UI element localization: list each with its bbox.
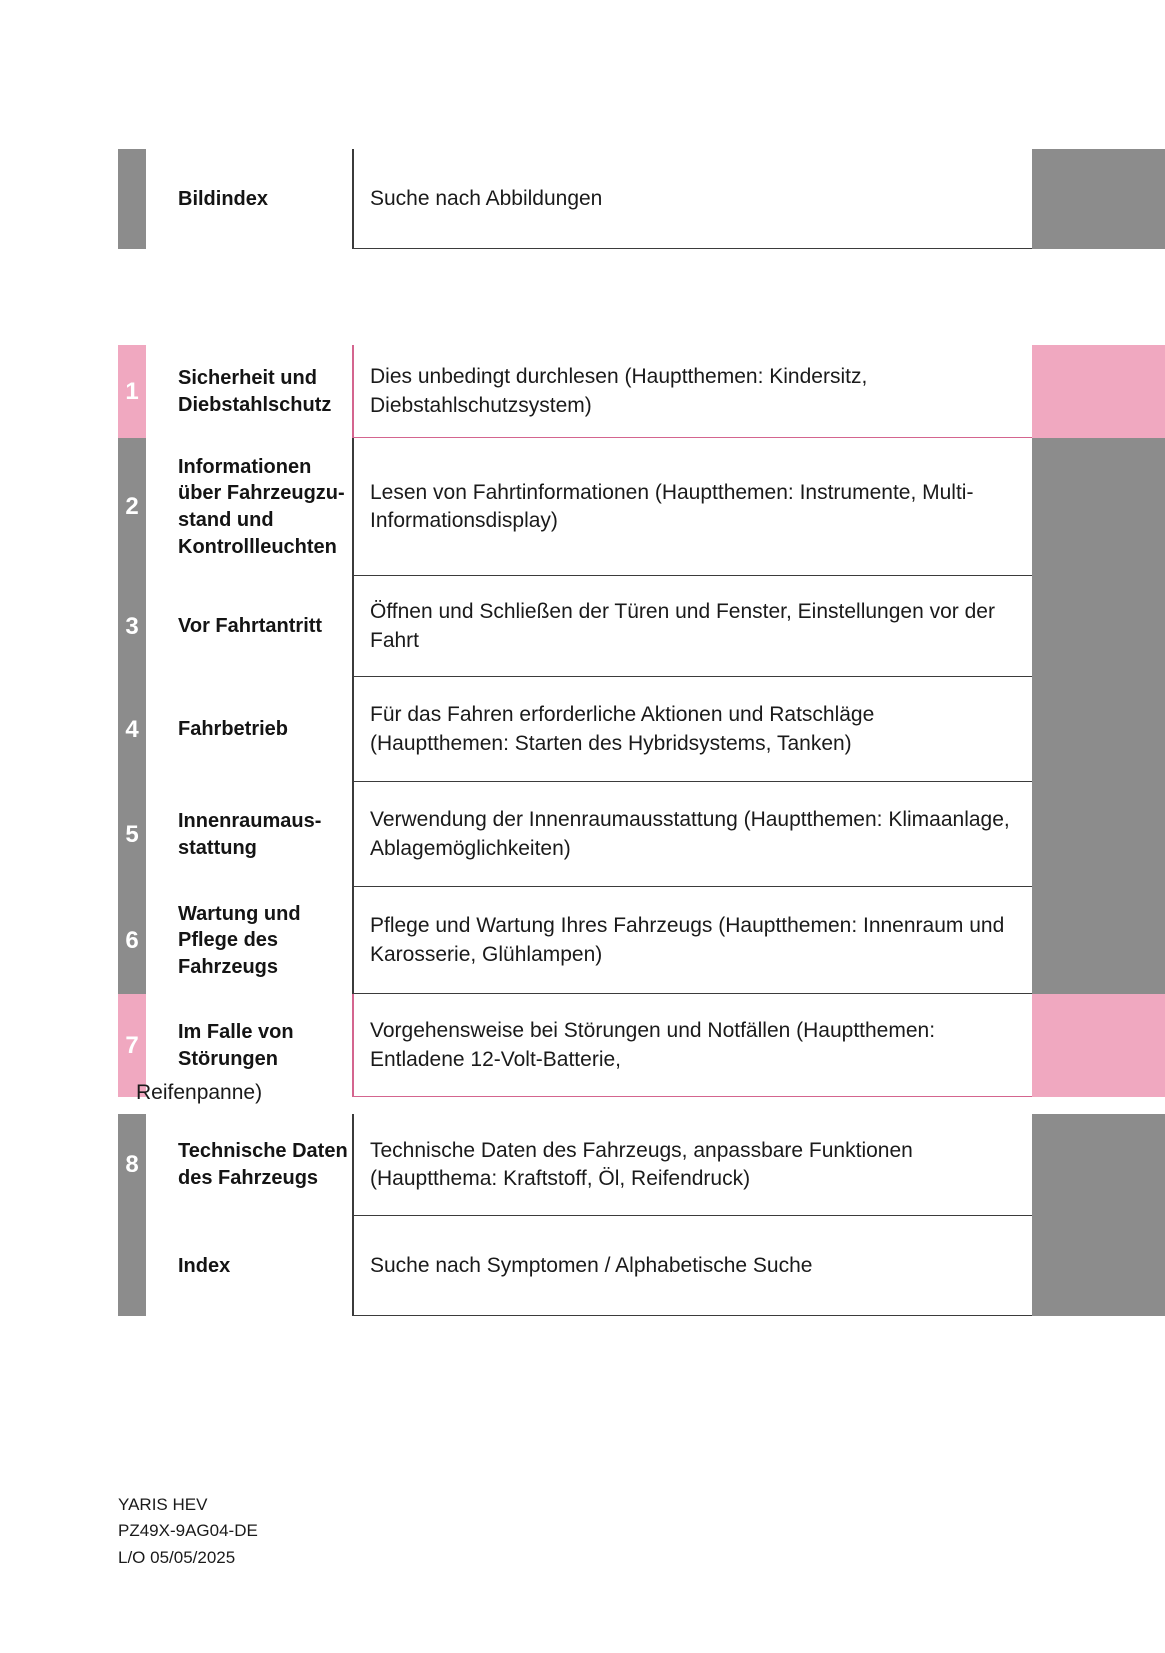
chapter-row-4[interactable] <box>118 677 1165 782</box>
chapter-endcap <box>1032 994 1165 1097</box>
chapter-tab-number: 8 <box>118 1114 146 1216</box>
chapter-description-box <box>352 1114 1032 1216</box>
chapter-description: Pflege und Wartung Ihres Fahrzeugs (Hauptthemen: Innenraum und Karosserie, Glühlampen) <box>370 914 1005 966</box>
chapter-description: Dies unbedingt durchlesen (Hauptthemen: Kindersitz, Diebstahlschutzsystem) <box>370 365 868 417</box>
chapter-tab-number: 1 <box>118 345 146 438</box>
chapter-description: Technische Daten des Fahrzeugs, anpassbare Funktionen (Hauptthema: Kraftstoff, Öl, Reifendruck) <box>370 1138 913 1190</box>
chapter-title: Sicherheit und Diebstahlschutz <box>178 366 332 416</box>
chapter-tab-number: 2 <box>118 438 146 576</box>
chapter-description: Verwendung der Innenraumausstattung (Hauptthemen: Klimaanlage, Ablagemöglichkeiten) <box>370 808 1010 860</box>
chapter-row-8[interactable] <box>118 1114 1165 1216</box>
chapter-row-7[interactable] <box>118 994 1165 1097</box>
chapter-endcap <box>1032 438 1165 576</box>
chapter-tab-number <box>118 1216 146 1316</box>
chapter-tab-number: 4 <box>118 677 146 782</box>
chapter-tab-number: 5 <box>118 782 146 887</box>
chapter-row-1[interactable] <box>118 345 1165 438</box>
chapter-description-overflow: Reifenpanne) <box>136 1081 263 1104</box>
document-footer <box>118 1492 258 1571</box>
footer-part-number: PZ49X-9AG04-DE <box>118 1521 258 1541</box>
chapter-description-box <box>352 1216 1032 1316</box>
chapter-description-box <box>352 149 1032 249</box>
chapter-tab-number: 7 <box>118 994 146 1097</box>
chapter-row-6[interactable] <box>118 887 1165 994</box>
chapter-endcap <box>1032 887 1165 994</box>
chapter-tab-number: 6 <box>118 887 146 994</box>
chapter-description: Suche nach Symptomen / Alphabetische Suche <box>370 1253 813 1277</box>
chapter-row-2[interactable] <box>118 438 1165 576</box>
chapter-title: Index <box>178 1254 231 1277</box>
chapter-description-box <box>352 345 1032 438</box>
chapter-title: Innenraumausstattung <box>178 809 322 859</box>
chapter-row-3[interactable] <box>118 576 1165 677</box>
chapter-endcap <box>1032 677 1165 782</box>
chapter-title: Bildindex <box>178 187 269 210</box>
chapter-tab-number <box>118 149 146 249</box>
chapter-description-box <box>352 438 1032 576</box>
chapter-description-box <box>352 994 1032 1097</box>
chapter-endcap <box>1032 576 1165 677</box>
footer-model: YARIS HEV <box>118 1495 208 1514</box>
chapter-endcap <box>1032 1216 1165 1316</box>
chapter-title: Technische Daten des Fahrzeugs <box>178 1140 348 1189</box>
chapter-description-box <box>352 677 1032 782</box>
chapter-description: Für das Fahren erforderliche Aktionen und Ratschläge (Hauptthemen: Starten des Hybridsystems, Tanken) <box>370 703 875 755</box>
chapter-tab-number: 3 <box>118 576 146 677</box>
chapter-title: Vor Fahrtantritt <box>178 615 323 638</box>
chapter-title: Im Falle von Störungen <box>178 1020 294 1070</box>
chapter-endcap <box>1032 149 1165 249</box>
chapter-description-box <box>352 782 1032 887</box>
footer-revision: L/O 05/05/2025 <box>118 1547 236 1567</box>
chapter-endcap <box>1032 782 1165 887</box>
chapter-description: Suche nach Abbildungen <box>370 186 603 210</box>
chapter-endcap <box>1032 345 1165 438</box>
chapter-row-bildindex[interactable] <box>118 149 1165 249</box>
chapter-title: Informationen über Fahrzeugzustand und Kontrollleuchten <box>178 455 345 558</box>
chapter-description: Lesen von Fahrtinformationen (Hauptthemen: Instrumente, Multi-Informationsdisplay) <box>370 480 974 532</box>
chapter-row-index[interactable] <box>118 1216 1165 1316</box>
chapter-row-5[interactable] <box>118 782 1165 887</box>
chapter-title: Fahrbetrieb <box>178 718 289 741</box>
chapter-description-box <box>352 887 1032 994</box>
chapter-endcap <box>1032 1114 1165 1216</box>
chapter-description: Vorgehensweise bei Störungen und Notfällen (Hauptthemen: Entladene 12-Volt-Batterie, <box>370 1019 936 1071</box>
chapter-description: Öffnen und Schließen der Türen und Fenster, Einstellungen vor der Fahrt <box>370 600 995 652</box>
chapter-description-box <box>352 576 1032 677</box>
chapter-title: Wartung und Pflege des Fahrzeugs <box>178 902 301 978</box>
